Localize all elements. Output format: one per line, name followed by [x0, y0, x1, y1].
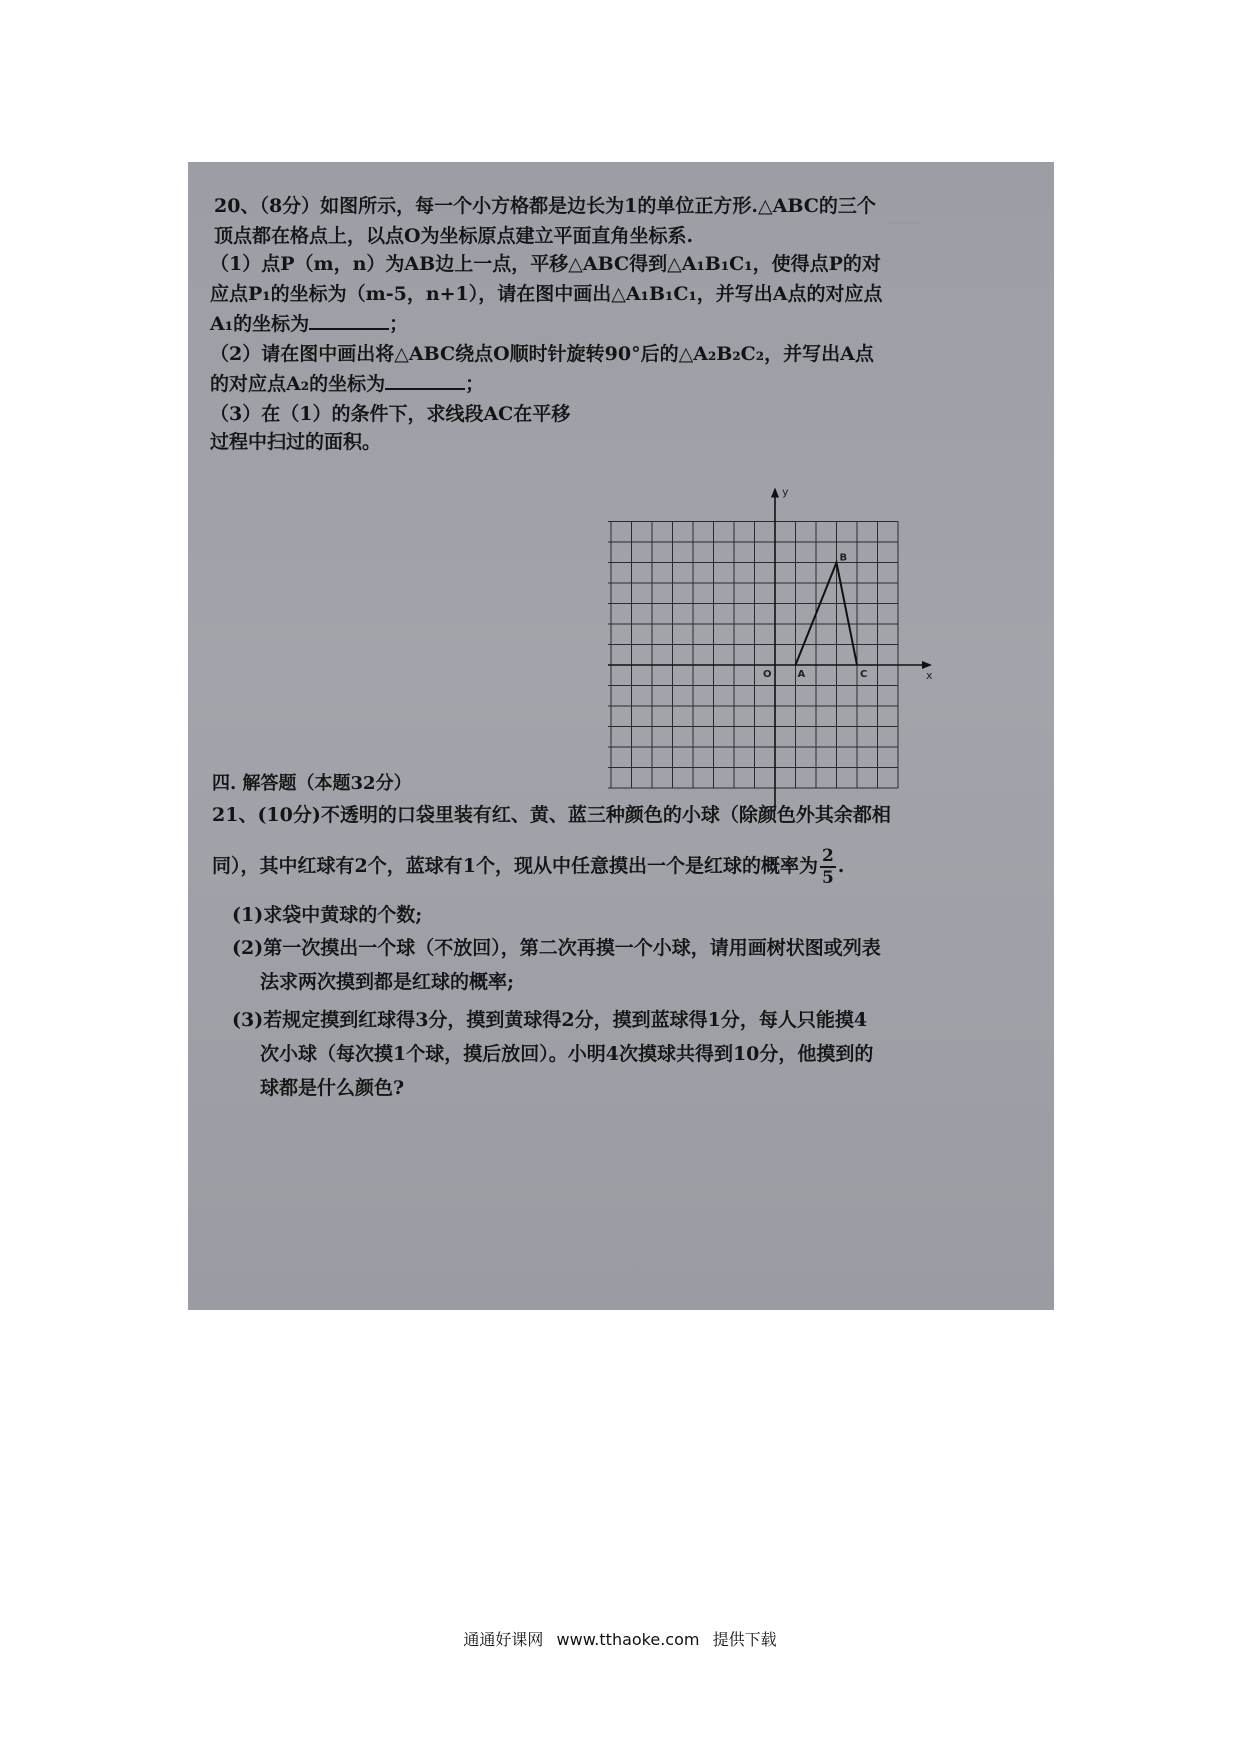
q20-part1-line-1: （1）点P（m，n）为AB边上一点，平移△ABC得到△A₁B₁C₁，使得点P的对	[210, 253, 881, 275]
q20-part2-line-1: （2）请在图中画出将△ABC绕点O顺时针旋转90°后的△A₂B₂C₂，并写出A点	[210, 343, 874, 365]
axes	[608, 485, 932, 811]
q20-line-2: 顶点都在格点上，以点O为坐标原点建立平面直角坐标系.	[214, 225, 694, 247]
x-axis-arrow-icon	[922, 661, 932, 669]
probability-fraction	[820, 846, 836, 888]
y-axis-arrow-icon	[771, 488, 779, 498]
q20-part3-line-2: 过程中扫过的面积。	[210, 431, 382, 453]
fraction-numerator: 2	[821, 846, 834, 866]
q21-line-2-text: 同），其中红球有2个，蓝球有1个，现从中任意摸出一个是红球的概率为	[212, 855, 818, 877]
q21-part3-line-1: (3)若规定摸到红球得3分，摸到黄球得2分，摸到蓝球得1分，每人只能摸4	[232, 1009, 868, 1031]
q20-a1-prompt: A₁的坐标为	[210, 313, 310, 335]
q21-part3-line-2: 次小球（每次摸1个球，摸后放回）。小明4次摸球共得到10分，他摸到的	[260, 1043, 874, 1065]
footer-url-link[interactable]: www.tthaoke.com	[556, 1630, 700, 1649]
footer-site-name: 通通好课网	[463, 1630, 544, 1649]
footer-suffix: 提供下载	[712, 1630, 777, 1649]
y-axis-label: y	[782, 485, 789, 499]
triangle-edges	[796, 563, 858, 666]
q21-part1: (1)求袋中黄球的个数;	[232, 904, 423, 926]
x-axis-label: x	[926, 669, 933, 682]
q21-line-2	[212, 846, 844, 888]
q21-line-1: 21、(10分)不透明的口袋里装有红、黄、蓝三种颜色的小球（除颜色外其余都相	[212, 804, 891, 826]
point-c-label: C	[860, 669, 868, 680]
q20-a1-answer-blank[interactable]	[309, 310, 389, 330]
bleed-through-text: ——	[888, 212, 920, 231]
point-a-label: A	[797, 669, 806, 680]
q20-part2-line-2	[210, 369, 484, 399]
q20-a1-end: ；	[389, 313, 409, 335]
q21-line-2-end: .	[837, 855, 845, 877]
point-b-label: B	[839, 552, 848, 564]
fraction-denominator: 5	[821, 868, 834, 888]
q20-a2-end: ；	[465, 373, 485, 395]
q20-part3-line-1: （3）在（1）的条件下，求线段AC在平移	[210, 403, 571, 425]
q20-part1-line-2: 应点P₁的坐标为（m-5，n+1），请在图中画出△A₁B₁C₁，并写出A点的对应点	[210, 283, 883, 305]
q21-part3-line-3: 球都是什么颜色?	[260, 1077, 405, 1099]
scanned-exam-photo	[188, 162, 1054, 1310]
page-footer	[0, 1627, 1240, 1650]
q20-part1-line-3	[210, 309, 408, 339]
triangle-abc	[796, 563, 858, 666]
origin-label: O	[763, 669, 772, 680]
q21-part2-line-1: (2)第一次摸出一个球（不放回），第二次再摸一个小球，请用画树状图或列表	[232, 937, 881, 959]
q21-part2-line-2: 法求两次摸到都是红球的概率;	[260, 971, 515, 993]
q20-a2-prompt: 的对应点A₂的坐标为	[210, 373, 386, 395]
q20-a2-answer-blank[interactable]	[385, 370, 465, 390]
section-4-title: 四. 解答题（本题32分）	[212, 773, 412, 794]
q20-line-1: 20、（8分）如图所示，每一个小方格都是边长为1的单位正方形.△ABC的三个	[214, 195, 876, 217]
